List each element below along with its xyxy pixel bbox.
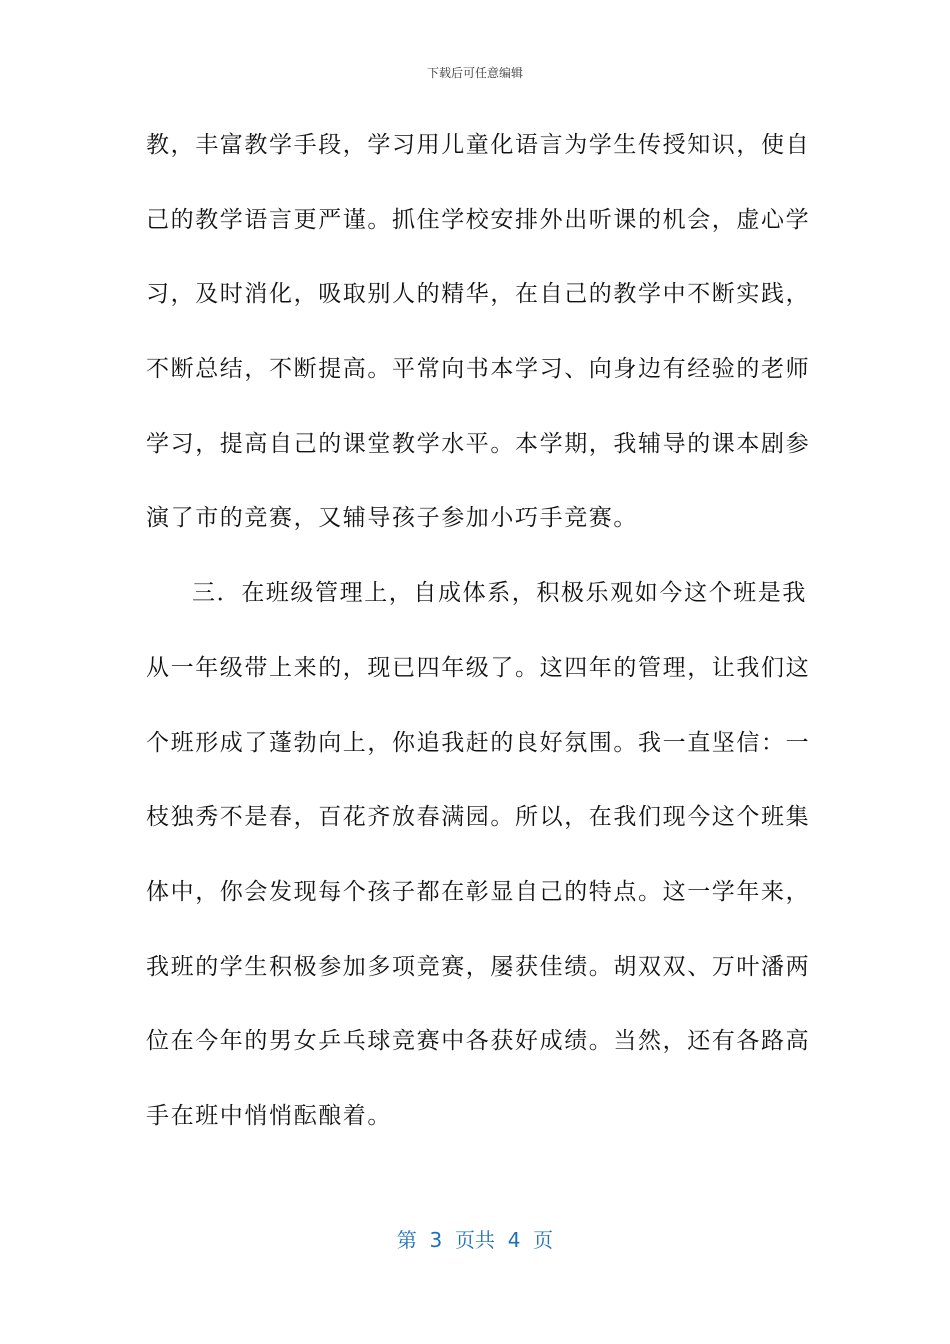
text-line: 个班形成了蓬勃向上，你追我赶的良好氛围。我一直坚信：一 xyxy=(146,729,811,756)
text-line: 习，及时消化，吸取别人的精华，在自己的教学中不断实践， xyxy=(146,281,811,308)
page-number-footer: 第 3 页共 4 页 xyxy=(396,1228,554,1252)
text-line: 学习，提高自己的课堂教学水平。本学期，我辅导的课本剧参 xyxy=(146,430,811,457)
text-line: 演了市的竞赛，又辅导孩子参加小巧手竞赛。 xyxy=(146,505,638,532)
header-note: 下载后可任意编辑 xyxy=(426,66,523,80)
text-line: 体中，你会发现每个孩子都在彰显自己的特点。这一学年来， xyxy=(146,878,811,905)
text-line: 我班的学生积极参加多项竞赛，屡获佳绩。胡双双、万叶潘两 xyxy=(146,953,811,980)
document-body xyxy=(146,120,811,1166)
text-line: 不断总结，不断提高。平常向书本学习、向身边有经验的老师 xyxy=(146,356,811,383)
text-line: 己的教学语言更严谨。抓住学校安排外出听课的机会，虚心学 xyxy=(146,206,811,233)
text-line: 教，丰富教学手段，学习用儿童化语言为学生传授知识，使自 xyxy=(146,132,811,158)
text-line: 手在班中悄悄酝酿着。 xyxy=(146,1102,392,1129)
paragraph-start-line: 三．在班级管理上，自成体系，积极乐观如今这个班是我 xyxy=(192,580,807,607)
text-line: 位在今年的男女乒乓球竞赛中各获好成绩。当然，还有各路高 xyxy=(146,1028,811,1055)
text-line: 从一年级带上来的，现已四年级了。这四年的管理，让我们这 xyxy=(146,654,811,681)
text-line: 枝独秀不是春，百花齐放春满园。所以，在我们现今这个班集 xyxy=(146,804,811,831)
